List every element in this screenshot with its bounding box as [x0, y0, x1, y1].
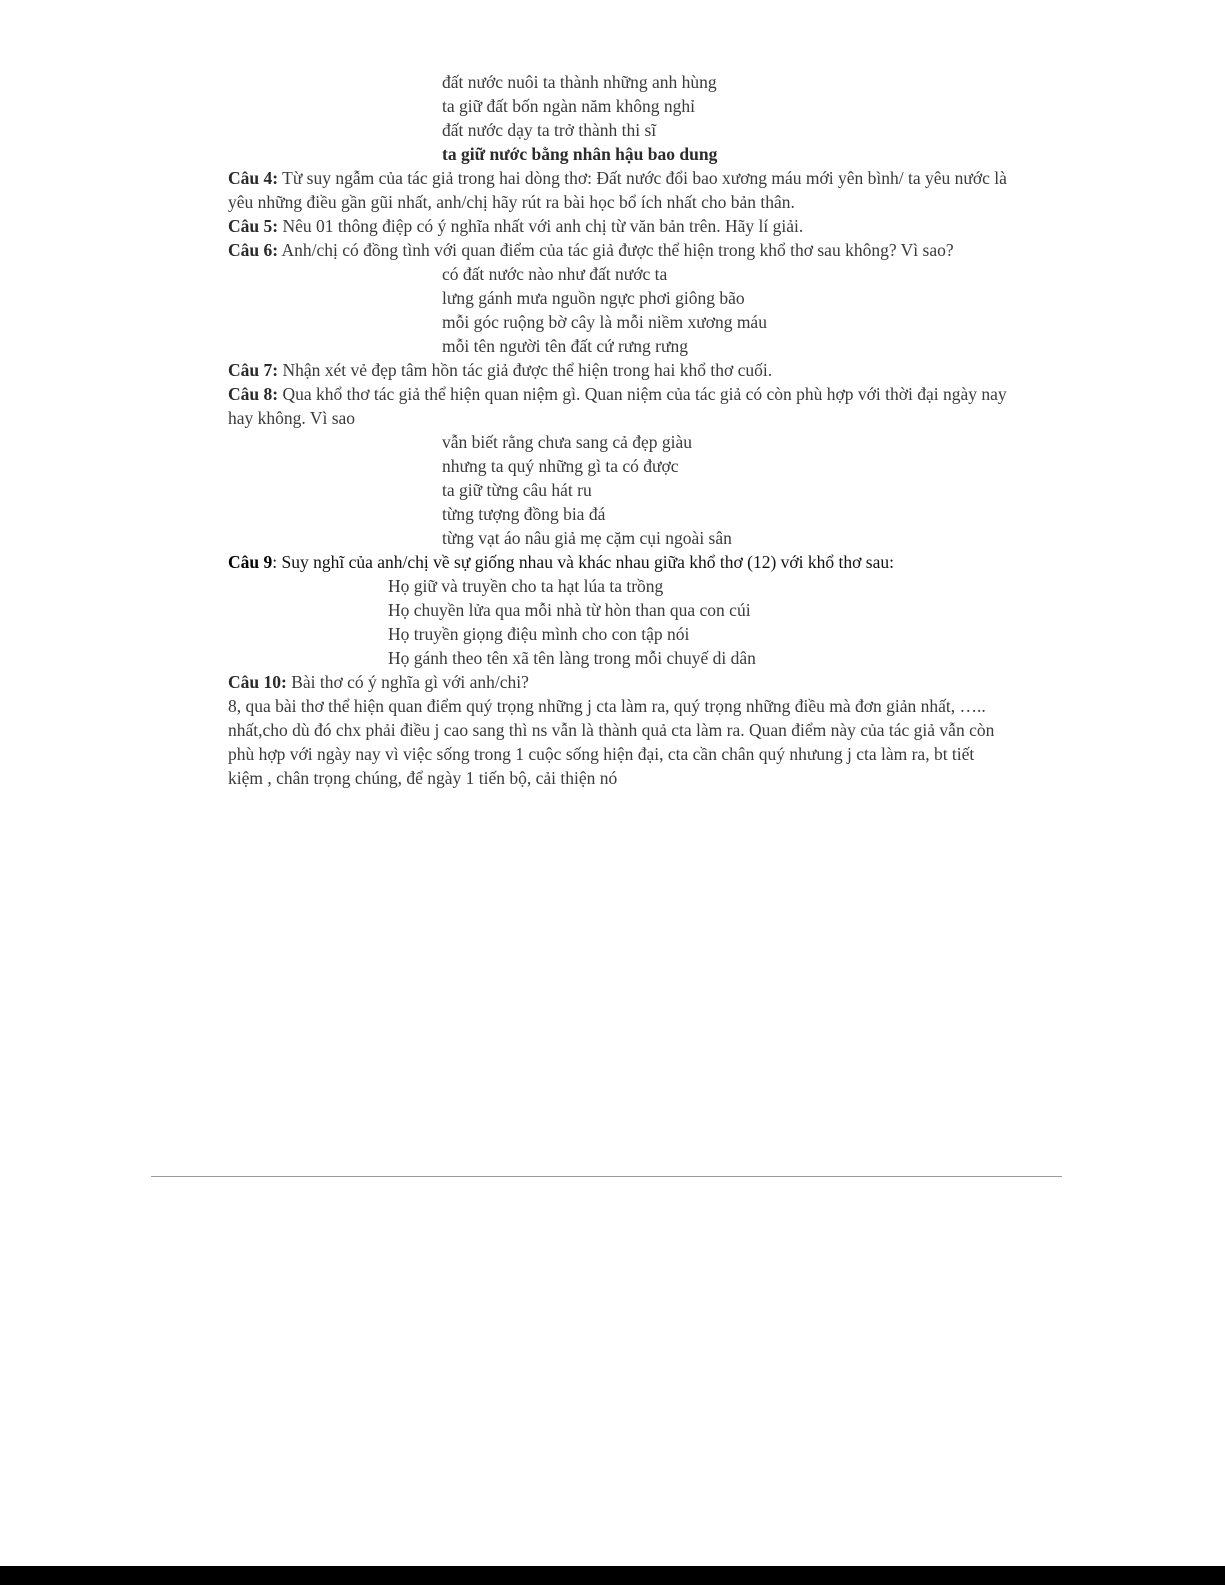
verse-top — [228, 70, 1008, 166]
question-text: Qua khổ thơ tác giả thể hiện quan niệm gì. Quan niệm của tác giả có còn phù hợp với thời đại ngày nay hay không. Vì sao — [228, 384, 1007, 428]
verse-q8 — [228, 430, 1008, 550]
verse-line: có đất nước nào như đất nước ta — [442, 264, 668, 284]
verse-line: Họ chuyền lửa qua mỗi nhà từ hòn than qua con cúi — [388, 600, 751, 620]
verse-line: ta giữ đất bốn ngàn năm không nghỉ — [442, 96, 695, 116]
question-label: Câu 6: — [228, 240, 279, 260]
verse-line: đất nước dạy ta trở thành thi sĩ — [442, 120, 657, 140]
verse-line: vẫn biết rằng chưa sang cả đẹp giàu — [442, 432, 693, 452]
question-label: Câu 8: — [228, 384, 279, 404]
question-label: Câu 5: — [228, 216, 279, 236]
question-label: Câu 10: — [228, 672, 287, 692]
verse-line: đất nước nuôi ta thành những anh hùng — [442, 72, 717, 92]
bottom-edge-bar — [0, 1566, 1225, 1585]
question-label: Câu 4: — [228, 168, 279, 188]
question-text: Từ suy ngẫm của tác giả trong hai dòng thơ: Đất nước đổi bao xương máu mới yên bình/ ta yêu nước là yêu những điều gần gũi nhất, anh/chị hãy rút ra bài học bổ ích nhất cho bản thân. — [228, 168, 1007, 212]
question-10 — [228, 670, 1008, 694]
question-5 — [228, 214, 1008, 238]
student-answer: 8, qua bài thơ thể hiện quan điểm quý trọng những j cta làm ra, quý trọng những điều mà đơn giản nhất, ….. nhất,cho dù đó chx phải điều j cao sang thì ns vẫn là thành quả cta làm ra. Quan điểm này của tác giả vẫn còn phù hợp với ngày nay vì việc sống trong 1 cuộc sống hiện đại, cta cần chân quý nhưung j cta làm ra, bt tiết kiệm , chân trọng chúng, để ngày 1 tiến bộ, cải thiện nó — [228, 696, 995, 788]
verse-q6 — [228, 262, 1008, 358]
question-text: Anh/chị có đồng tình với quan điểm của tác giả được thể hiện trong khổ thơ sau không? Vì sao? — [278, 240, 954, 260]
verse-line: nhưng ta quý những gì ta có được — [442, 456, 679, 476]
question-8 — [228, 382, 1008, 430]
verse-line: từng tượng đồng bia đá — [442, 504, 606, 524]
verse-line: Họ truyền giọng điệu mình cho con tập nói — [388, 624, 690, 644]
verse-line: ta giữ từng câu hát ru — [442, 480, 592, 500]
question-text: Nêu 01 thông điệp có ý nghĩa nhất với anh chị từ văn bản trên. Hãy lí giải. — [278, 216, 804, 236]
question-7 — [228, 358, 1008, 382]
question-label: Câu 9 — [228, 552, 273, 572]
verse-line: Họ giữ và truyền cho ta hạt lúa ta trồng — [388, 576, 664, 596]
question-text: : Suy nghĩ của anh/chị về sự giống nhau và khác nhau giữa khổ thơ (12) với khổ thơ sau: — [272, 552, 894, 572]
verse-q9 — [228, 574, 1008, 670]
verse-line: lưng gánh mưa nguồn ngực phơi giông bão — [442, 288, 745, 308]
verse-line: mỗi tên người tên đất cứ rưng rưng — [442, 336, 688, 356]
question-text: Bài thơ có ý nghĩa gì với anh/chi? — [286, 672, 529, 692]
question-label: Câu 7: — [228, 360, 279, 380]
question-6 — [228, 238, 1008, 262]
document-body — [228, 70, 1008, 790]
page-divider — [151, 1176, 1062, 1177]
verse-line: mỗi góc ruộng bờ cây là mỗi niềm xương máu — [442, 312, 767, 332]
question-text: Nhận xét vẻ đẹp tâm hồn tác giả được thể hiện trong hai khổ thơ cuối. — [278, 360, 773, 380]
question-4 — [228, 166, 1008, 214]
verse-line-bold: ta giữ nước bằng nhân hậu bao dung — [442, 144, 718, 164]
verse-line: Họ gánh theo tên xã tên làng trong mỗi chuyế di dân — [388, 648, 756, 668]
verse-line: từng vạt áo nâu giả mẹ cặm cụi ngoài sân — [442, 528, 732, 548]
question-9 — [228, 550, 1008, 574]
